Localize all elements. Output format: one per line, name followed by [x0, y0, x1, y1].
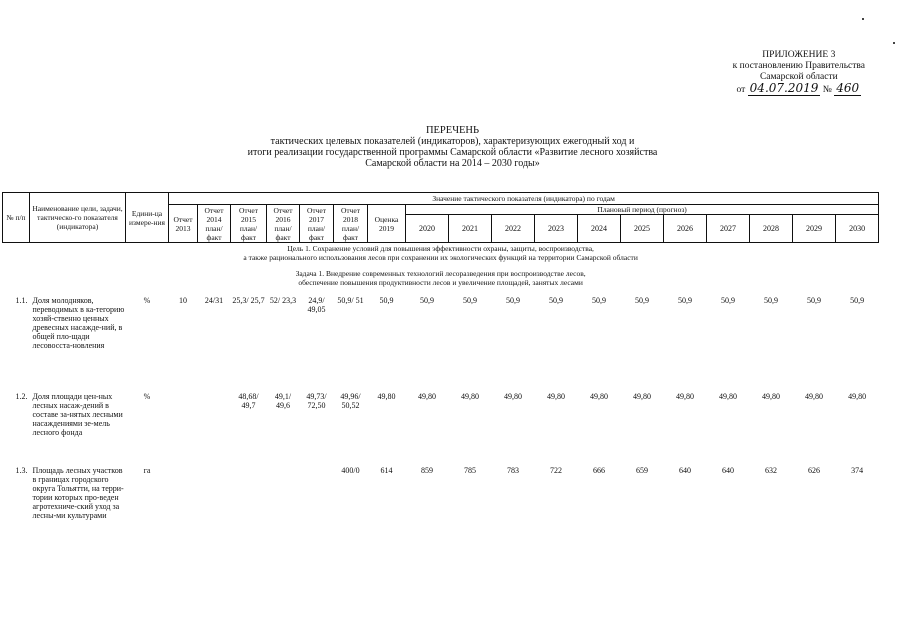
header-name: Наименование цели, задачи, тактическо-го показателя (индикатора)	[30, 193, 126, 243]
row-unit: %	[143, 392, 151, 401]
cell-plan: 49,80	[719, 392, 737, 401]
scan-speck	[893, 42, 895, 44]
cell-plan: 626	[808, 466, 820, 475]
header-plan-year: 2020	[406, 215, 449, 243]
header-year-2019: Оценка 2019	[368, 205, 406, 243]
header-plan-group: Плановый период (прогноз)	[406, 205, 879, 215]
title-heading: ПЕРЕЧЕНЬ	[425, 125, 480, 136]
header-year-2013: Отчет 2013	[169, 205, 198, 243]
cell-plan: 659	[636, 466, 648, 475]
cell-plan: 640	[679, 466, 691, 475]
cell-2015: 25,3/ 25,7	[232, 296, 265, 305]
appendix-block	[733, 50, 865, 96]
goal-row	[3, 243, 879, 264]
appendix-title: ПРИЛОЖЕНИЕ 3	[762, 50, 836, 60]
cell-plan: 50,9	[592, 296, 606, 305]
header-plan-year: 2023	[535, 215, 578, 243]
appendix-from-label: от	[736, 85, 746, 95]
header-year-2014: Отчет 2014 план/ факт	[198, 205, 231, 243]
cell-2016	[267, 458, 300, 548]
goal-line-1: Цель 1. Сохранение условий для повышения эффективности охраны, защиты, воспроизводства,	[287, 244, 594, 253]
cell-plan: 49,80	[805, 392, 823, 401]
cell-plan: 49,80	[848, 392, 867, 401]
cell-2018: 50,9/ 51	[337, 296, 364, 305]
cell-plan: 49,80	[633, 392, 651, 401]
indicators-table	[2, 192, 879, 548]
cell-plan: 50,9	[764, 296, 778, 305]
appendix-num-label: №	[822, 85, 832, 95]
cell-plan: 50,9	[506, 296, 520, 305]
header-plan-year: 2027	[707, 215, 750, 243]
cell-plan: 49,80	[461, 392, 479, 401]
cell-2019: 614	[380, 466, 393, 475]
cell-2016: 49,1/ 49,6	[274, 392, 292, 410]
header-plan-year: 2026	[664, 215, 707, 243]
appendix-date-line	[733, 83, 865, 96]
cell-plan: 50,9	[678, 296, 692, 305]
header-plan-year: 2030	[836, 215, 879, 243]
header-plan-year: 2024	[578, 215, 621, 243]
row-num: 1.2.	[15, 392, 28, 401]
header-year-2017: Отчет 2017 план/ факт	[300, 205, 334, 243]
goal-line-2: а также рационального использования лесов при сохранении их экологических функций на территории Самарской области	[243, 253, 638, 262]
task-line-2: обеспечение повышения продуктивности лесов и увеличение площадей, занятых лесами	[298, 278, 583, 287]
appendix-line-region: Самарской области	[759, 72, 838, 82]
header-unit: Едини-ца измере-ния	[126, 193, 169, 243]
appendix-number: 460	[836, 81, 860, 95]
header-year-2016: Отчет 2016 план/ факт	[267, 205, 300, 243]
cell-2019: 50,9	[379, 296, 394, 305]
cell-plan: 374	[851, 466, 864, 475]
appendix-line-decree: к постановлению Правительства	[732, 61, 865, 71]
row-num: 1.1.	[15, 296, 28, 305]
document-title	[0, 125, 905, 169]
cell-2013	[169, 458, 198, 548]
cell-plan: 859	[421, 466, 433, 475]
row-name: Площадь лесных участков в границах городского округа Тольятти, на терри-тории которых про-веден агротехниче-ский уход за лесны-ми культурами	[32, 466, 124, 520]
header-values-group: Значение тактического показателя (индикатора) по годам	[169, 193, 879, 205]
cell-2014	[198, 458, 231, 548]
table-row	[3, 384, 879, 458]
cell-plan: 50,9	[807, 296, 821, 305]
title-line-1: тактических целевых показателей (индикаторов), характеризующих ежегодный ход и	[270, 136, 635, 147]
table-row	[3, 458, 879, 548]
cell-plan: 666	[593, 466, 605, 475]
header-plan-year: 2025	[621, 215, 664, 243]
title-line-2: итоги реализации государственной программы Самарской области «Развитие лесного хозяйства	[247, 147, 658, 158]
cell-plan: 50,9	[721, 296, 735, 305]
cell-2017: 24,9/ 49,05	[307, 296, 326, 314]
cell-plan: 49,80	[676, 392, 694, 401]
appendix-date: 04.07.2019	[749, 81, 819, 95]
header-num: № п/п	[3, 193, 30, 243]
cell-plan: 50,9	[463, 296, 477, 305]
table-row	[3, 288, 879, 384]
cell-plan: 50,9	[850, 296, 865, 305]
cell-2015	[231, 458, 267, 548]
cell-plan: 50,9	[635, 296, 649, 305]
cell-plan: 640	[722, 466, 734, 475]
title-line-3: Самарской области на 2014 – 2030 годы»	[365, 158, 540, 169]
cell-plan: 49,80	[547, 392, 565, 401]
cell-plan: 49,80	[418, 392, 436, 401]
cell-plan: 722	[550, 466, 562, 475]
cell-2017	[300, 458, 334, 548]
cell-2018: 49,96/ 50,52	[340, 392, 361, 410]
header-plan-year: 2028	[750, 215, 793, 243]
task-line-1: Задача 1. Внедрение современных технологий лесоразведения при воспроизводстве лесов,	[295, 269, 586, 278]
row-num: 1.3.	[15, 466, 28, 475]
cell-plan: 50,9	[549, 296, 563, 305]
header-year-2015: Отчет 2015 план/ факт	[231, 205, 267, 243]
cell-2016: 52/ 23,3	[269, 296, 297, 305]
cell-2013: 10	[179, 296, 187, 305]
header-plan-year: 2029	[793, 215, 836, 243]
row-name: Доля площади цен-ных лесных насаж-дений в составе за-нятых лесными насаждениями зе-мель лесного фонда	[32, 392, 123, 437]
row-unit: га	[143, 466, 151, 475]
cell-plan: 50,9	[420, 296, 434, 305]
task-row	[3, 263, 879, 288]
cell-plan: 785	[464, 466, 476, 475]
cell-2018: 400/0	[341, 466, 360, 475]
cell-2014: 24/31	[204, 296, 224, 305]
cell-2019: 49,80	[377, 392, 396, 401]
cell-plan: 49,80	[762, 392, 780, 401]
cell-2014	[198, 384, 231, 458]
header-plan-year: 2022	[492, 215, 535, 243]
cell-plan: 632	[765, 466, 777, 475]
row-unit: %	[143, 296, 151, 305]
cell-2015: 48,68/ 49,7	[238, 392, 259, 410]
header-year-2018: Отчет 2018 план/ факт	[334, 205, 368, 243]
row-name: Доля молодняков, переводимых в ка-тегорию хозяй-ственно ценных древесных насажде-ний, в общей пло-щади лесовосста-новления	[32, 296, 125, 350]
cell-plan: 49,80	[504, 392, 522, 401]
cell-plan: 783	[507, 466, 519, 475]
cell-2017: 49,73/ 72,50	[306, 392, 327, 410]
cell-2013	[169, 384, 198, 458]
scan-speck	[862, 18, 864, 20]
header-plan-year: 2021	[449, 215, 492, 243]
cell-plan: 49,80	[590, 392, 608, 401]
